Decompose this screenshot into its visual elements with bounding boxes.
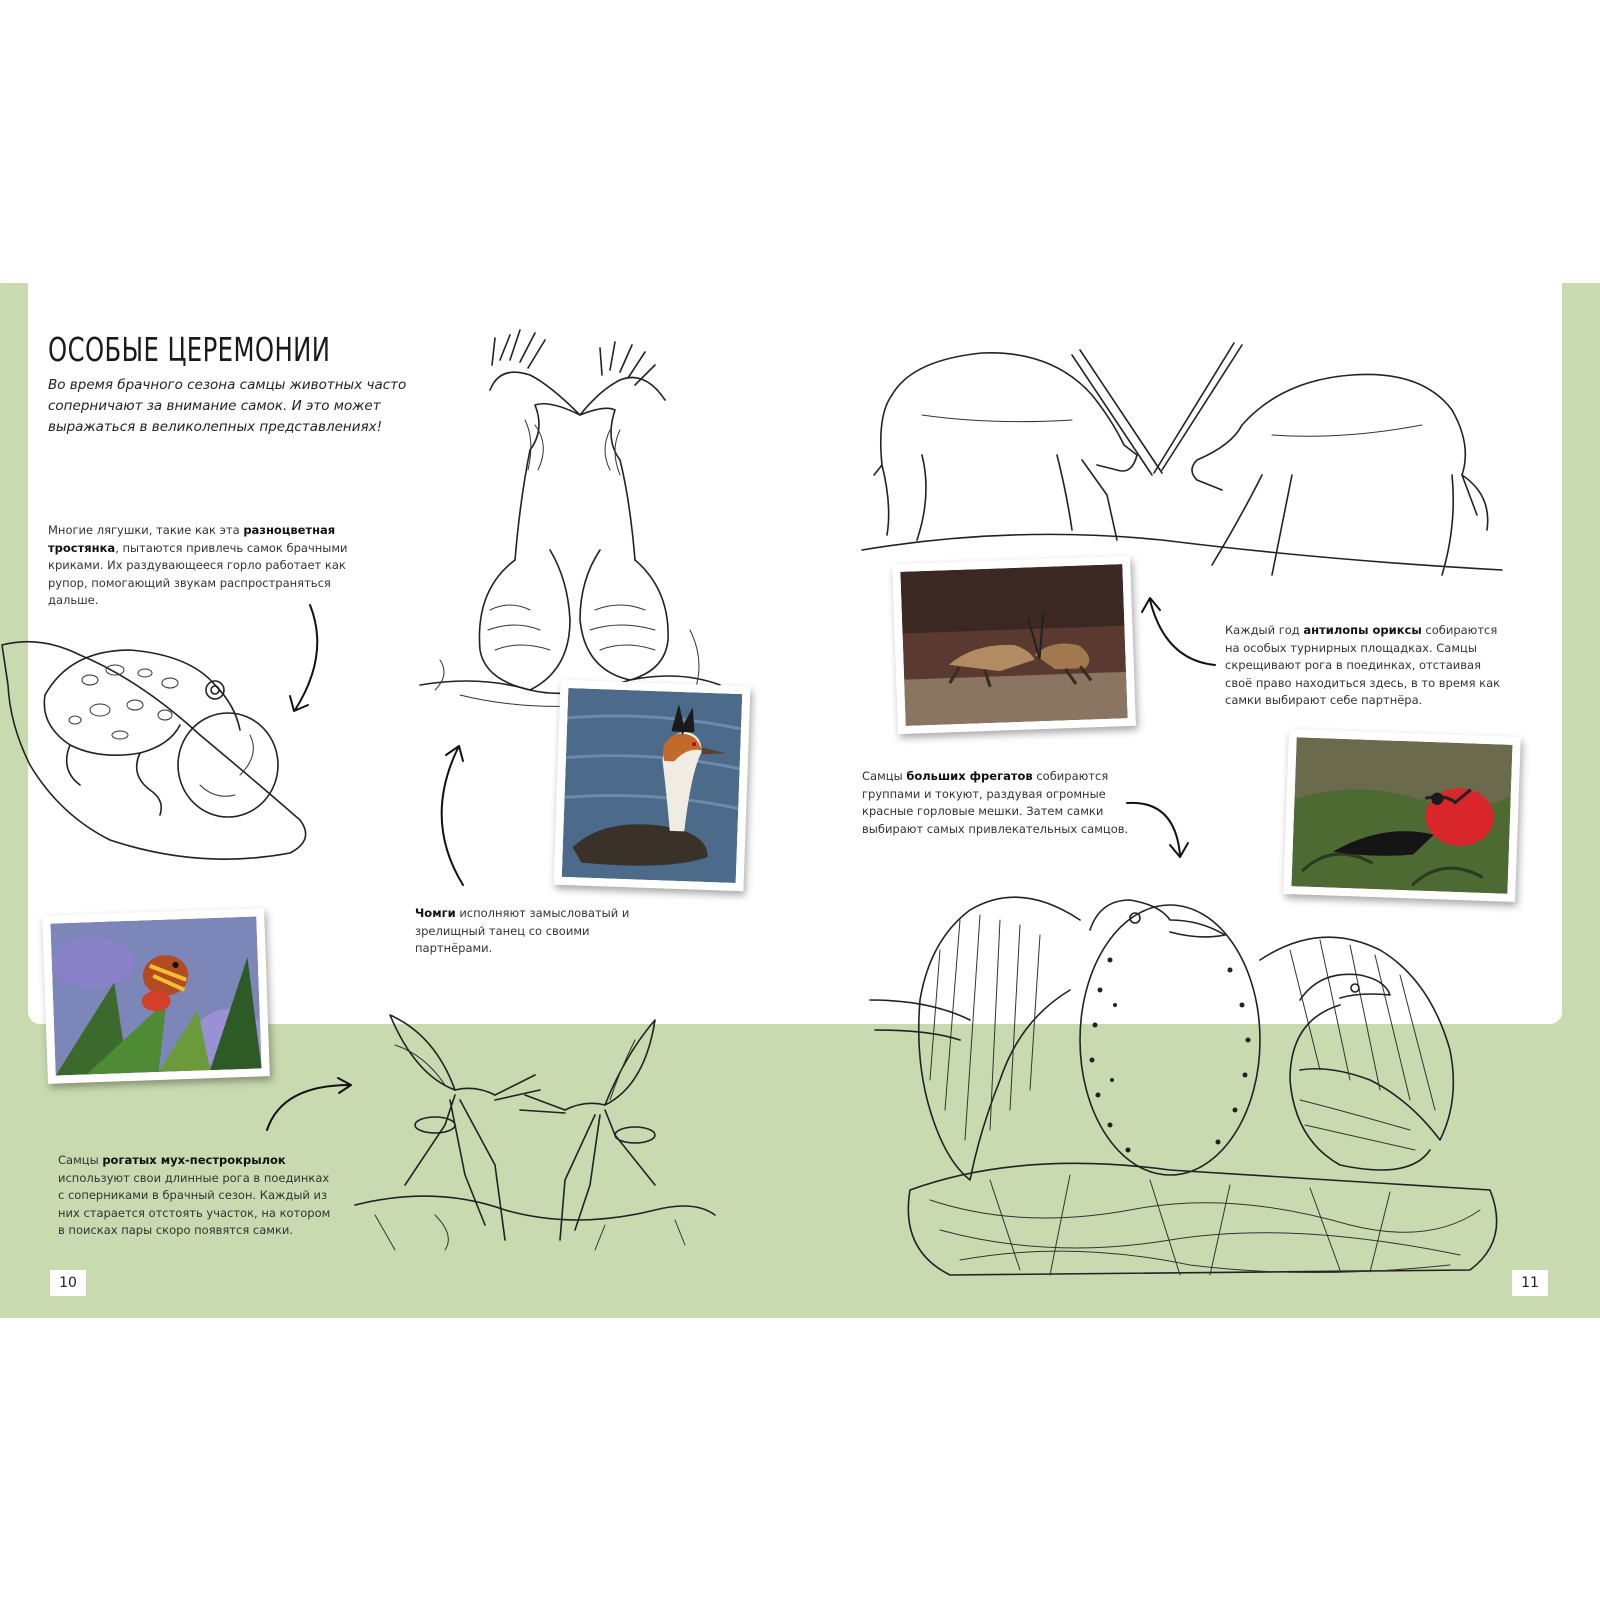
frigate-photo [1283, 729, 1521, 902]
caption-frigate-bold: больших фрегатов [906, 769, 1033, 783]
caption-fly-bold: рогатых мух-пестрокрылок [102, 1153, 286, 1167]
caption-oryx-pre: Каждый год [1225, 623, 1304, 637]
page-number-right: 11 [1512, 1270, 1548, 1296]
caption-frog [48, 522, 358, 610]
grebe-photo [553, 680, 750, 892]
caption-frigate [862, 768, 1132, 838]
caption-oryx [1225, 622, 1510, 710]
caption-grebe [415, 905, 630, 958]
frigate-arrow-icon [1125, 795, 1195, 865]
caption-fly [58, 1152, 336, 1240]
caption-oryx-bold: антилопы ориксы [1303, 623, 1422, 637]
caption-grebe-post: исполняют замысловатый и зрелищный танец со своими партнёрами. [415, 906, 630, 955]
caption-frog-pre: Многие лягушки, такие как эта [48, 523, 244, 537]
oryx-photo [892, 556, 1136, 734]
caption-oryx-post: собираются на особых турнирных площадках. Самцы скрещивают рога в поединках, отстаивая своё право находиться здесь, в то время как самки выбирают себе партнёра. [1225, 623, 1501, 707]
page-title: ОСОБЫЕ ЦЕРЕМОНИИ [48, 330, 331, 369]
fly-drawing [355, 1015, 725, 1255]
fly-arrow-icon [262, 1075, 362, 1135]
grebe-arrow-icon [428, 740, 478, 890]
caption-frog-bold: разноцветная тростянка [48, 523, 336, 555]
oryx-arrow-icon [1140, 590, 1220, 680]
grebe-drawing [420, 330, 730, 720]
frog-photo [42, 908, 270, 1084]
frigate-drawing [870, 880, 1530, 1290]
caption-frigate-pre: Самцы [862, 769, 907, 783]
caption-frog-post: , пытаются привлечь самок брачными криками. Их раздувающееся горло работает как рупор, помогающий звукам распространяться дальше. [48, 540, 348, 607]
frog-arrow-icon [280, 600, 340, 730]
caption-grebe-bold: Чомги [415, 906, 456, 920]
page-number-left: 10 [50, 1270, 86, 1296]
caption-fly-post: используют свои длинные рога в поединках с соперниками в брачный сезон. Каждый из них старается отстоять участок, на котором в поисках пары скоро появятся самки. [58, 1170, 331, 1237]
caption-frigate-post: собираются группами и токуют, раздувая огромные красные горловые мешки. Затем самки выбирают самых привлекательных самцов. [862, 769, 1129, 836]
caption-fly-pre: Самцы [58, 1153, 103, 1167]
intro-text: Во время брачного сезона самцы животных часто соперничают за внимание самок. И это может выражаться в великолепных представлениях! [48, 377, 407, 435]
oryx-drawing [862, 325, 1502, 595]
